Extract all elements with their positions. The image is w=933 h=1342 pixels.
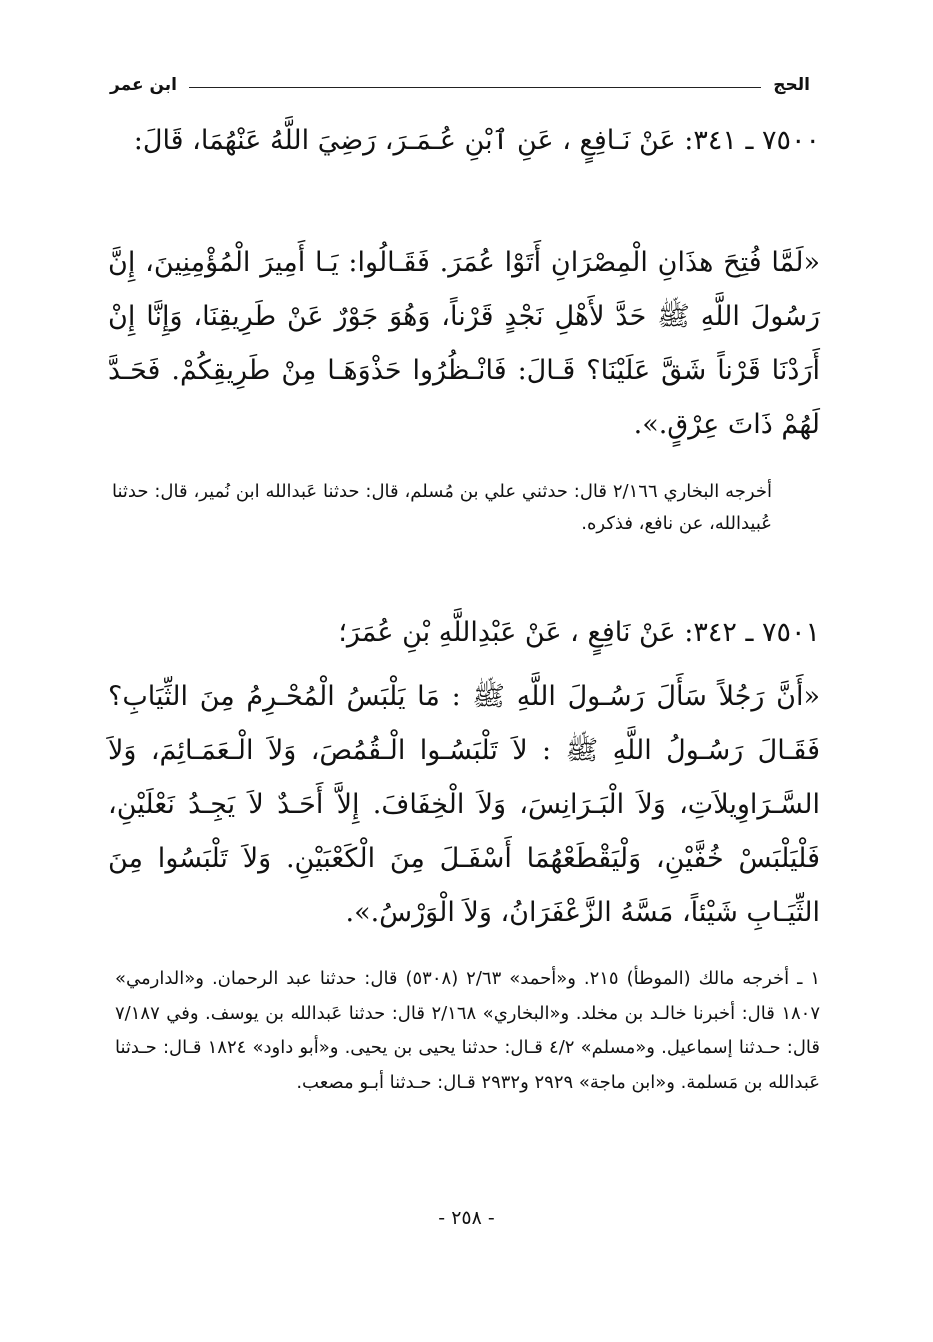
book-title: الحج [773, 75, 810, 95]
hadith-7501-text: «أَنَّ رَجُلاً سَأَلَ رَسُـولَ اللَّهِ ﷺ : مَا يَلْبَسُ الْمُحْـرِمُ مِنَ الثِّيَابِ؟ فَقَـالَ رَسُـولُ اللَّهِ ﷺ : لاَ تَلْبَسُـوا الْـقُمُصَ، وَلاَ الْـعَمَـائِمَ، وَلاَ السَّـرَاوِيلاَتِ، وَلاَ الْبَـرَانِسَ، وَلاَ الْخِفَافَ. إِلاَّ أَحَـدٌ لاَ يَجِـدُ نَعْلَيْنِ، فَلْيَلْبَسْ خُفَّيْنِ، وَلْيَقْطَعْهُمَا أَسْفَـلَ مِنَ الْكَعْبَيْنِ. وَلاَ تَلْبَسُوا مِنَ الثِّيَـابِ شَيْئاً، مَسَّهُ الزَّعْفَرَانُ، وَلاَ الْوَرْسُ.». [108, 681, 820, 928]
takhrij-7500: أخرجه البخاري ٢/١٦٦ قال: حدثني علي بن مُسلم، قال: حدثنا عَبدالله ابن نُمير، قال: حدثنا عُبيدالله، عن نافع، فذكره. [112, 481, 772, 534]
hadith-7501-heading: ٧٥٠١ ـ ٣٤٢: عَنْ نَافِعٍ ، عَنْ عَبْدِاللَّهِ بْنِ عُمَرَ؛ [338, 617, 820, 648]
page-number: - ٢٥٨ - [438, 1207, 495, 1229]
running-header [110, 70, 810, 100]
hadith-7500-heading: ٧٥٠٠ ـ ٣٤١: عَنْ نَـافِعٍ ، عَنِ ٱبْنِ عُـمَـرَ، رَضِيَ اللَّهُ عَنْهُمَا، قَالَ: [133, 125, 820, 156]
header-rule [189, 87, 761, 88]
takhrij-7501: ١ ـ أخرجه مالك (الموطأ) ٢١٥. و«أحمد» ٢/٦٣ (٥٣٠٨) قال: حدثنا عبد الرحمان. و«الدارمي» ١٨٠٧ قال: أخبرنا خالـد بن مخلد. و«البخاري» ٢/١٦٨ قال: حدثنا عَبدالله بن يوسف. وفي ٧/١٨٧ قال: حـدثنا إسماعيل. و«مسلم» ٤/٢ قـال: حدثنا يحيى بن يحيى. و«أبو داود» ١٨٢٤ قـال: حـدثنا عَبدالله بن مَسلمة. و«ابن ماجة» ٢٩٢٩ و٢٩٣٢ قـال: حـدثنا أبـو مصعب. [115, 968, 820, 1093]
section-title: ابن عمر [110, 75, 178, 95]
hadith-7500-text: «لَمَّا فُتِحَ هذَانِ الْمِصْرَانِ أَتَوْا عُمَرَ. فَقَـالُوا: يَـا أَمِيرَ الْمُؤْمِنِينَ، إِنَّ رَسُولَ اللَّهِ ﷺ حَدَّ لأَهْلِ نَجْدٍ قَرْناً، وَهُوَ جَوْرٌ عَنْ طَرِيقِنَا، وَإِنَّا إِنْ أَرَدْنَا قَرْناً شَقَّ عَلَيْنَا؟ قَـالَ: فَانْـظُرُوا حَذْوَهَـا مِنْ طَرِيقِكُمْ. فَحَـدَّ لَهُمْ ذَاتَ عِرْقٍ.». [108, 247, 820, 440]
